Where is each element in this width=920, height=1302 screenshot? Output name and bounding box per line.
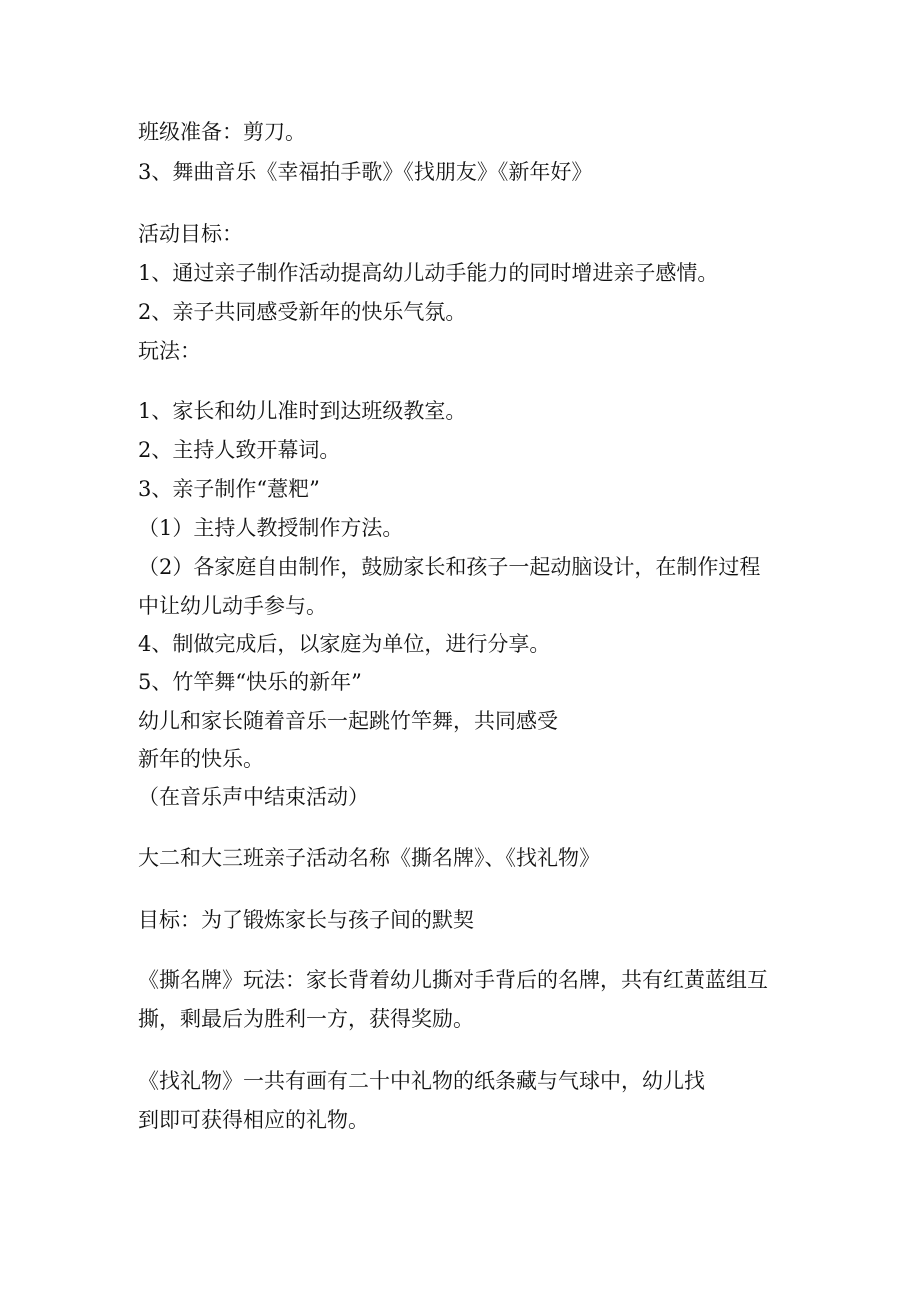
text-line-gameplay-heading: 玩法：: [138, 339, 201, 363]
text-line-bamboo-dance: 幼儿和家长随着音乐一起跳竹竿舞，共同感受: [138, 709, 558, 733]
text-line-new-year-joy: 新年的快乐。: [138, 747, 264, 771]
text-line-step-3: 3、亲子制作“薏粑”: [138, 477, 320, 501]
text-line-name-tag-rules: 《撕名牌》玩法：家长背着幼儿撕对手背后的名牌，共有红黄蓝组互: [138, 968, 768, 992]
text-line-class-activity-name: 大二和大三班亲子活动名称《撕名牌》、《找礼物》: [138, 846, 600, 870]
text-line-goal-2: 2、亲子共同感受新年的快乐气氛。: [138, 300, 467, 324]
text-line-dance-music: 3、舞曲音乐《幸福拍手歌》《找朋友》《新年好》: [138, 160, 593, 184]
text-line-goal: 目标：为了锻炼家长与孩子间的默契: [138, 908, 474, 932]
text-line-step-4: 4、制做完成后，以家庭为单位，进行分享。: [138, 632, 551, 656]
text-line-substep-2: （2）各家庭自由制作，鼓励家长和孩子一起动脑设计，在制作过程: [138, 555, 761, 579]
text-line-find-gift-rules-cont: 到即可获得相应的礼物。: [138, 1108, 369, 1132]
text-line-class-preparation: 班级准备：剪刀。: [138, 120, 306, 144]
text-line-name-tag-rules-cont: 撕，剩最后为胜利一方，获得奖励。: [138, 1007, 474, 1031]
text-line-substep-2-cont: 中让幼儿动手参与。: [138, 594, 327, 618]
text-line-activity-goals-heading: 活动目标：: [138, 222, 243, 246]
text-line-closing: （在音乐声中结束活动）: [138, 785, 369, 809]
text-line-step-1: 1、家长和幼儿准时到达班级教室。: [138, 399, 467, 423]
text-line-substep-1: （1）主持人教授制作方法。: [138, 516, 404, 540]
text-line-step-2: 2、主持人致开幕词。: [138, 438, 341, 462]
text-line-find-gift-rules: 《找礼物》一共有画有二十中礼物的纸条藏与气球中，幼儿找: [138, 1069, 705, 1093]
text-line-step-5: 5、竹竿舞“快乐的新年”: [138, 670, 362, 694]
text-line-goal-1: 1、通过亲子制作活动提高幼儿动手能力的同时增进亲子感情。: [138, 261, 719, 285]
